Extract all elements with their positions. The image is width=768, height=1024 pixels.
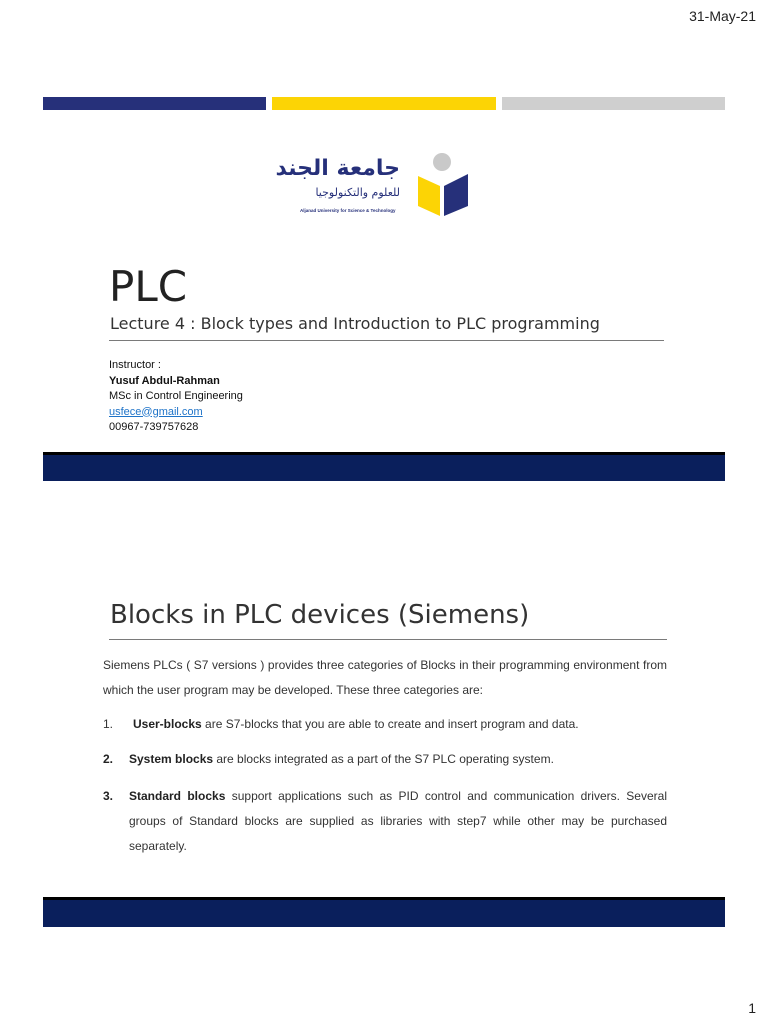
university-logo (275, 142, 480, 224)
instructor-name: Yusuf Abdul-Rahman (109, 374, 220, 387)
instructor-email-link[interactable]: usfece@gmail.com (109, 405, 203, 418)
slide1-subtitle: Lecture 4 : Block types and Introduction to PLC programming (110, 314, 600, 333)
logo-arabic-name: جامعة الجند (275, 156, 400, 181)
instructor-phone: 00967-739757628 (109, 421, 199, 433)
header-bar-navy (43, 97, 266, 110)
list-item-text (129, 747, 667, 772)
list-item-text (129, 784, 667, 859)
list-item-number: 1. (103, 717, 114, 731)
slide2-title: Blocks in PLC devices (Siemens) (110, 600, 530, 630)
list-item-term: System blocks (129, 752, 214, 766)
logo-arabic-subtitle: للعلوم والتكنولوجيا (315, 186, 400, 199)
list-item (103, 747, 667, 772)
list-item (103, 712, 667, 737)
slide2-intro: Siemens PLCs ( S7 versions ) provides three categories of Blocks in their programming environment from which the user program may be developed. These three categories are: (103, 658, 667, 697)
list-item-description: support applications such as PID control and communication drivers. Several groups of Standard blocks are supplied as libraries with step7 while other may be purchased separately. (129, 789, 667, 853)
instructor-info (109, 358, 243, 436)
list-item-text (129, 712, 667, 737)
book-person-icon (412, 150, 472, 220)
list-item-term: User-blocks (133, 717, 202, 731)
slide1-title: PLC (109, 262, 188, 311)
list-item-description: are blocks integrated as a part of the S7 PLC operating system. (213, 752, 554, 766)
list-item (103, 784, 667, 859)
slide2-footer-bar (43, 897, 725, 927)
slide1-footer-bar (43, 452, 725, 481)
list-item-number: 2. (103, 752, 114, 766)
slide-date: 31-May-21 (689, 8, 756, 24)
header-bar-yellow (272, 97, 496, 110)
instructor-degree: MSc in Control Engineering (109, 390, 243, 402)
slide1-title-underline (109, 340, 664, 341)
list-item-description: are S7-blocks that you are able to create and insert program and data. (201, 717, 579, 731)
logo-english-subtitle: Aljanad University for Science & Technology (300, 208, 396, 213)
page-number: 1 (748, 1000, 756, 1016)
instructor-label: Instructor : (109, 359, 161, 371)
list-item-term: Standard blocks (129, 789, 226, 803)
list-item-number: 3. (103, 789, 114, 803)
header-bar-gray (502, 97, 725, 110)
slide2-title-underline (109, 639, 667, 640)
